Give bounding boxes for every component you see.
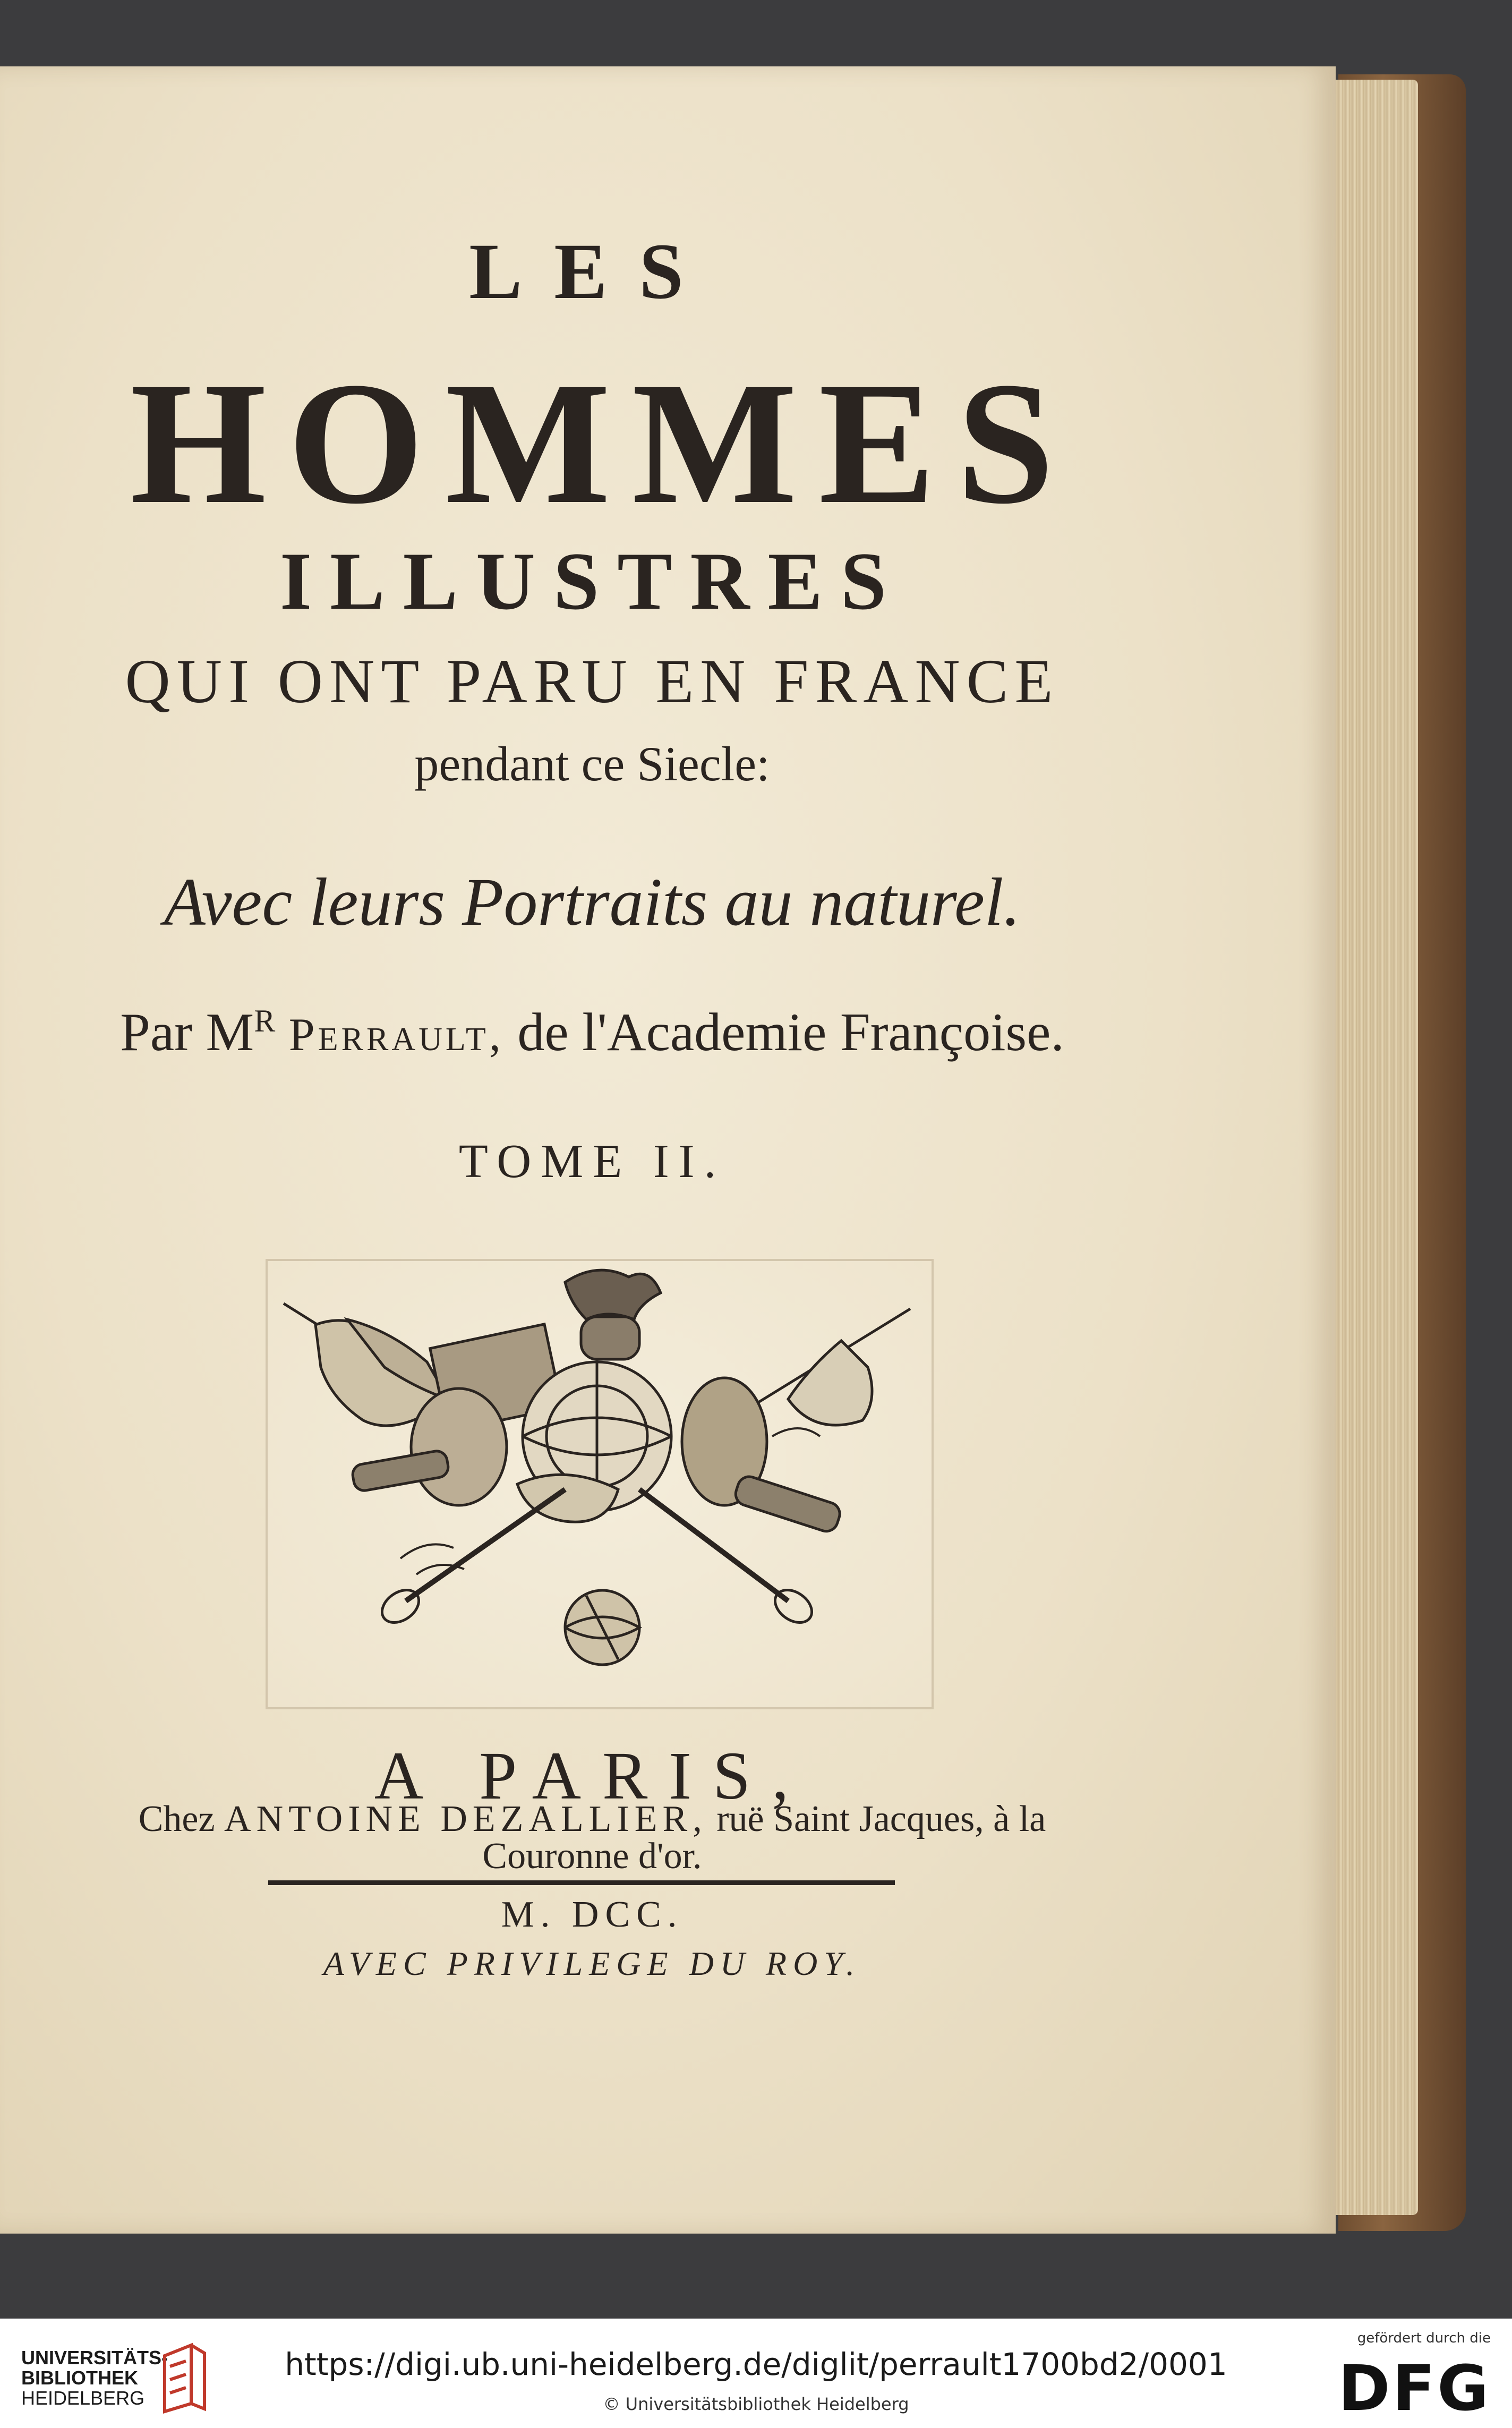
title-page	[0, 66, 1336, 2234]
author-line	[0, 1001, 1184, 1063]
funding-note: gefördert durch die	[1357, 2330, 1491, 2346]
library-name-line3: HEIDELBERG	[21, 2387, 145, 2409]
page-edges	[1322, 80, 1418, 2215]
library-name-line2: BIBLIOTHEK	[21, 2367, 138, 2389]
cannon-right	[733, 1473, 843, 1534]
subtitle-portraits: Avec leurs Portraits au naturel.	[164, 864, 1021, 940]
permalink-url[interactable]: https://digi.ub.uni-heidelberg.de/diglit/perrault1700bd2/0001	[285, 2346, 1227, 2382]
flag-right	[788, 1341, 872, 1425]
trophy-of-arms-illustration	[268, 1261, 932, 1707]
imprint-address: Couronne d'or.	[482, 1836, 702, 1877]
title-les: LES	[469, 227, 715, 316]
publisher-name: ANTOINE DEZALLIER,	[224, 1799, 707, 1839]
imprint-city: A PARIS,	[374, 1738, 810, 1813]
publisher-prefix: Chez	[138, 1799, 215, 1839]
dfg-logo[interactable]: DFG	[1338, 2352, 1491, 2425]
author-prefix: Par M	[120, 1002, 254, 1062]
author-name: Perrault,	[288, 1009, 504, 1061]
plumes	[565, 1270, 661, 1319]
copyright-notice: © Universitätsbibliothek Heidelberg	[603, 2394, 909, 2414]
imprint-rule	[268, 1880, 895, 1885]
publisher-suffix: ruë Saint Jacques, à la	[716, 1799, 1046, 1839]
footer-bar	[0, 2319, 1512, 2428]
author-title-sup: R	[254, 1003, 276, 1038]
royal-privilege: AVEC PRIVILEGE DU ROY.	[323, 1945, 861, 1982]
author-suffix: de l'Academie Françoise.	[517, 1002, 1064, 1062]
imprint-publisher	[0, 1798, 1184, 1841]
library-name-line1: UNIVERSITÄTS-	[21, 2347, 168, 2369]
volume-number: TOME II.	[458, 1135, 726, 1188]
imprint-year: M. DCC.	[501, 1894, 684, 1935]
helmet	[581, 1317, 639, 1359]
shield	[411, 1388, 507, 1505]
title-illustres: ILLUSTRES	[279, 535, 905, 627]
title-pendant-ce-siecle: pendant ce Siecle:	[414, 737, 770, 791]
title-qui-ont-paru: QUI ONT PARU EN FRANCE	[125, 646, 1060, 716]
engraved-vignette	[266, 1259, 934, 1709]
title-hommes: HOMMES	[130, 346, 1075, 540]
